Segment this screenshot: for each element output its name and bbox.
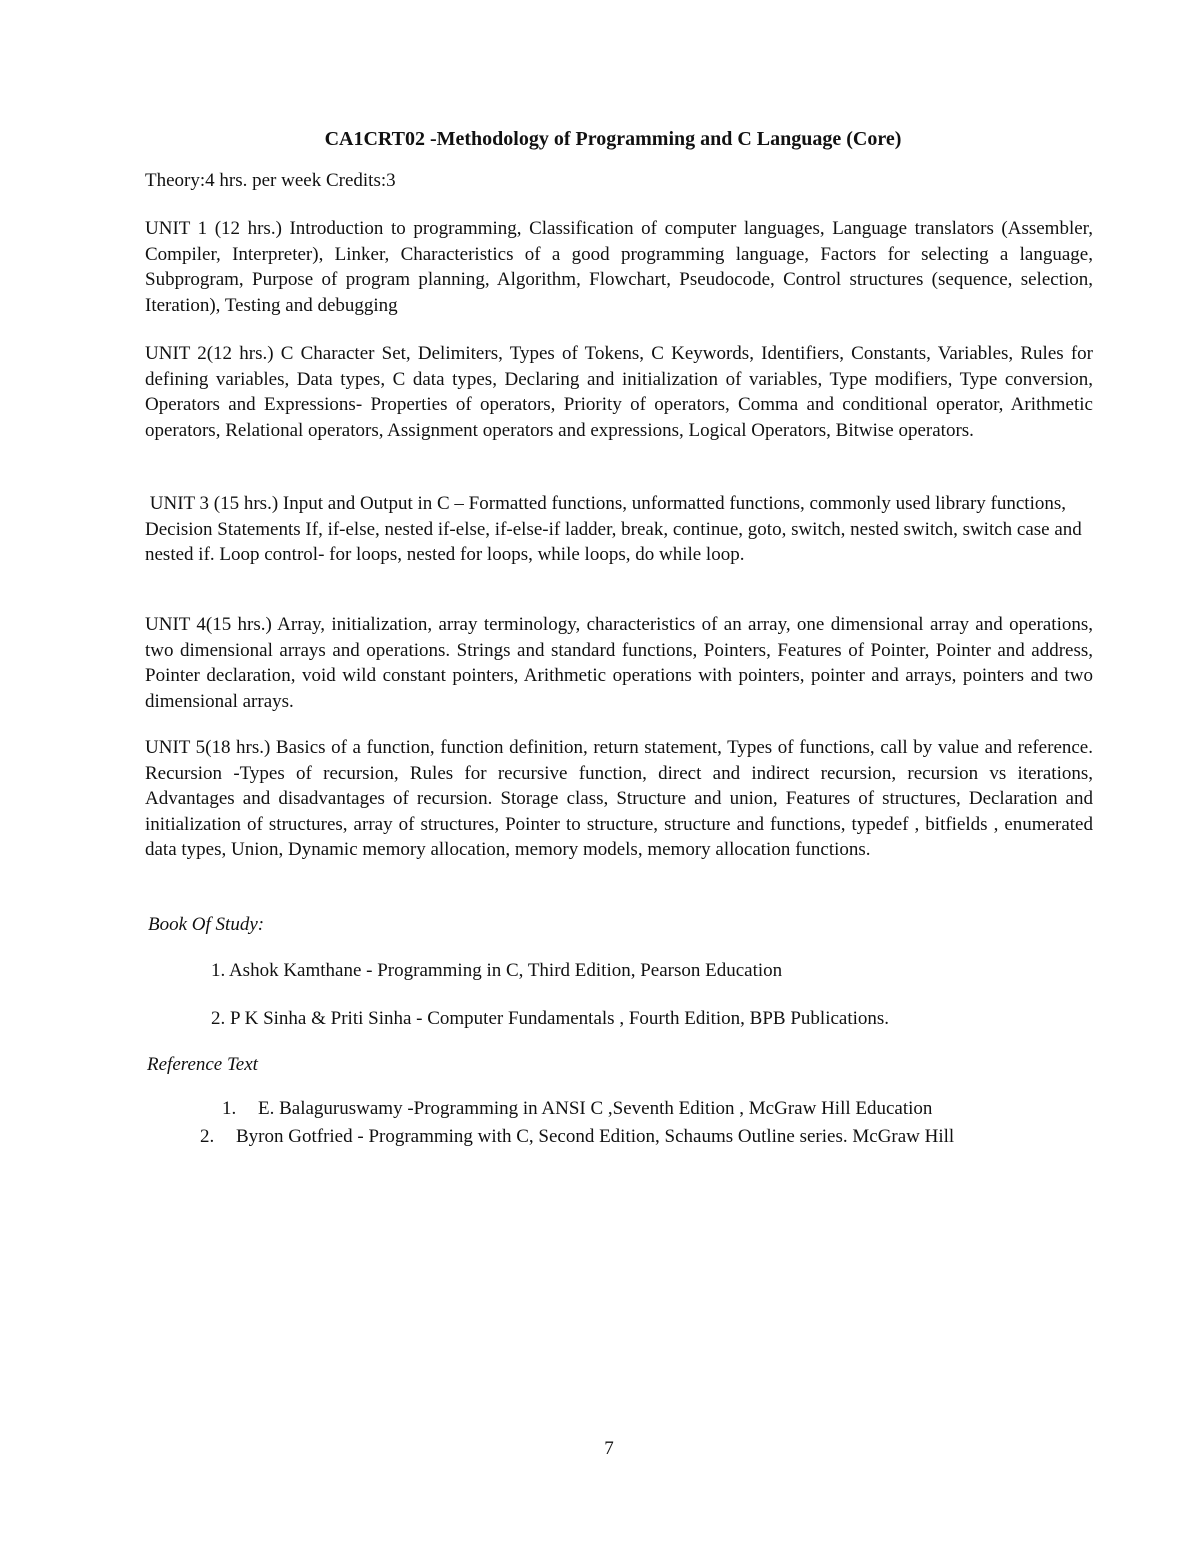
- reference-item-number: 1.: [222, 1098, 237, 1119]
- course-title: CA1CRT02 -Methodology of Programming and C Language (Core): [324, 128, 902, 150]
- page-number: 7: [604, 1438, 614, 1459]
- unit-3-paragraph: [145, 491, 1085, 568]
- unit-3-text: UNIT 3 (15 hrs.) Input and Output in C – Formatted functions, unformatted functions, commonly used library functions, Decision Statements If, if-else, nested if-else, if-else-if ladder, break, continue, goto, switch, nested switch, switch case and nested if. Loop control- for loops, nested for loops, while loops, do while loop.: [145, 493, 1082, 566]
- book-item: 1. Ashok Kamthane - Programming in C, Third Edition, Pearson Education: [211, 960, 783, 981]
- unit-1-paragraph: UNIT 1 (12 hrs.) Introduction to programming, Classification of computer languages, Language translators (Assembler, Compiler, Interpreter), Linker, Characteristics of a good programming language, Factors for selecting a language, Subprogram, Purpose of program planning, Algorithm, Flowchart, Pseudocode, Control structures (sequence, selection, Iteration), Testing and debugging: [145, 218, 1093, 316]
- reference-item-text: E. Balaguruswamy -Programming in ANSI C ,Seventh Edition , McGraw Hill Education: [258, 1098, 933, 1119]
- unit-4-paragraph: UNIT 4(15 hrs.) Array, initialization, array terminology, characteristics of an array, one dimensional array and operations, two dimensional arrays and operations. Strings and standard functions, Pointers, Features of Pointer, Pointer and address, Pointer declaration, void wild constant pointers, Arithmetic operations with pointers, pointer and arrays, pointers and two dimensional arrays.: [145, 614, 1093, 712]
- unit-5-paragraph: UNIT 5(18 hrs.) Basics of a function, function definition, return statement, Types of functions, call by value and reference. Recursion -Types of recursion, Rules for recursive function, direct and indirect recursion, recursion vs iterations, Advantages and disadvantages of recursion. Storage class, Structure and union, Features of structures, Declaration and initialization of structures, array of structures, Pointer to structure, structure and functions, typedef , bitfields , enumerated data types, Union, Dynamic memory allocation, memory models, memory allocation functions.: [145, 737, 1093, 861]
- reference-text-heading: Reference Text: [147, 1054, 258, 1075]
- reference-item: [200, 1124, 954, 1150]
- book-item: 2. P K Sinha & Priti Sinha - Computer Fundamentals , Fourth Edition, BPB Publications.: [211, 1008, 890, 1029]
- unit-2-paragraph: UNIT 2(12 hrs.) C Character Set, Delimiters, Types of Tokens, C Keywords, Identifiers, Constants, Variables, Rules for defining variables, Data types, C data types, Declaring and initialization of variables, Type modifiers, Type conversion, Operators and Expressions- Properties of operators, Priority of operators, Comma and conditional operator, Arithmetic operators, Relational operators, Assignment operators and expressions, Logical Operators, Bitwise operators.: [145, 343, 1093, 441]
- reference-item-text: Byron Gotfried - Programming with C, Second Edition, Schaums Outline series. McGraw Hill: [236, 1126, 955, 1147]
- course-meta: Theory:4 hrs. per week Credits:3: [145, 170, 396, 191]
- reference-item-number: 2.: [200, 1126, 215, 1147]
- reference-item: [222, 1096, 932, 1122]
- book-of-study-heading: Book Of Study:: [148, 914, 265, 935]
